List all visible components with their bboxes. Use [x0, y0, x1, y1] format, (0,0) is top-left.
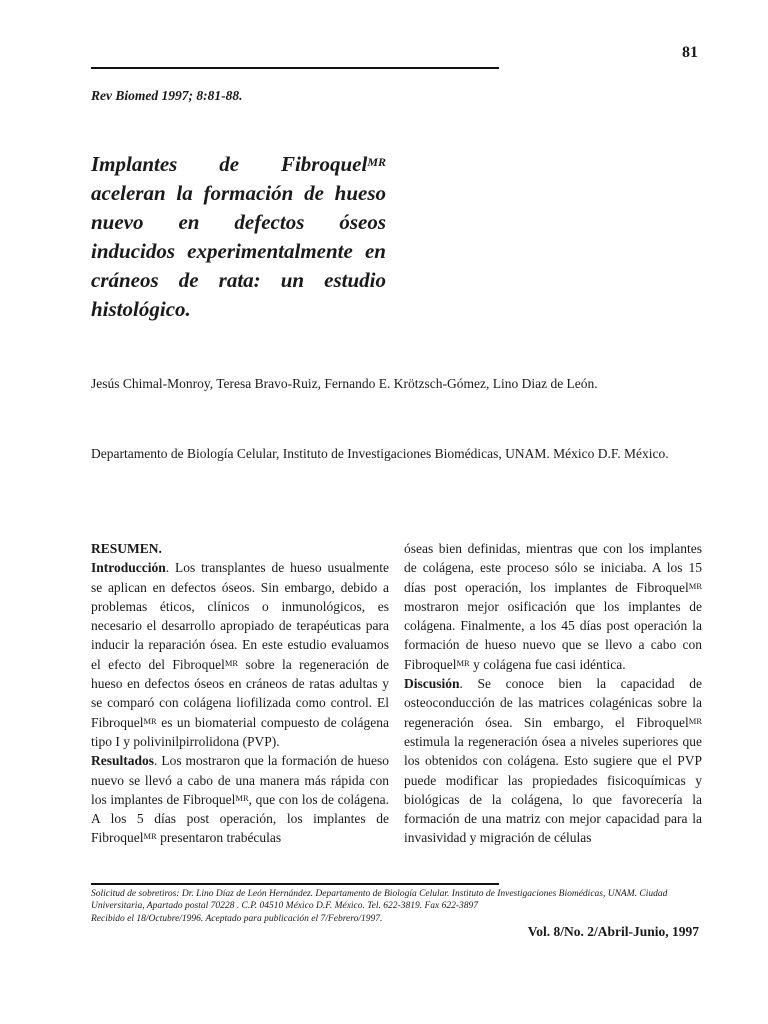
abstract-column-left	[91, 539, 389, 848]
title-part1: Implantes de Fibroquel	[91, 152, 368, 176]
results-label: Resultados	[91, 753, 155, 769]
correspondence-footnote	[91, 888, 703, 925]
affiliation: Departamento de Biología Celular, Instituto de Investigaciones Biomédicas, UNAM. México D.F. México.	[91, 446, 669, 461]
trademark-mark: MR	[456, 657, 470, 668]
trademark-mark: MR	[235, 792, 249, 803]
abstract-discussion: Discusión. Se conoce bien la capacidad de osteoconducción de las matrices colagénicas sobre la regeneración ósea. Sin embargo, el Fibroquel$^{MR}$ estimula la regeneración ósea a niveles superiores que los obtenidos con colágena. Esto sugiere que el PVP puede modificar las propiedades fisicoquímicas y biológicas de la colágena, lo que favorecería la formación de una matriz con mejor capacidad para la invasividad y migración de células	[404, 676, 702, 846]
footnote-correspondence: Solicitud de sobretiros: Dr. Lino Díaz de León Hernández. Departamento de Biología Celular. Instituto de Investigaciones Biomédicas, UNAM. Ciudad Universitaria, Apartado postal 70228 . C.P. 04510 México D.F. México. Tel. 622-3819. Fax 622-3897	[91, 889, 668, 912]
page-number: 81	[682, 44, 698, 61]
trademark-mark: MR	[143, 715, 157, 726]
abstract-introduction: Introducción. Los transplantes de hueso usualmente se aplican en defectos óseos. Sin embargo, debido a problemas éticos, clínicos o inmunológicos, es necesario el desarrollo apropiado de terapéuticas para inducir la reparación ósea. En este estudio evaluamos el efecto del Fibroquel$^{MR}$ sobre la regeneración de hueso en defectos óseos en cráneos de ratas adultas y se comparó con colágena liofilizada como control. El Fibroquel$^{MR}$ es un biomaterial compuesto de colágena tipo I y polivinilpirrolidona (PVP).	[91, 560, 389, 749]
trademark-mark: MR	[688, 580, 702, 591]
footnote-dates: Recibido el 18/Octubre/1996. Aceptado para publicación el 7/Febrero/1997.	[91, 913, 383, 924]
authors: Jesús Chimal-Monroy, Teresa Bravo-Ruiz, Fernando E. Krötzsch-Gómez, Lino Diaz de León.	[91, 376, 598, 391]
trademark-mark: MR	[224, 657, 239, 668]
top-rule	[91, 67, 499, 69]
title-part2: aceleran la formación de hueso nuevo en defectos óseos inducidos experimentalmente en cráneos de rata: un estudio histológico.	[91, 181, 386, 321]
abstract-results-start: Resultados. Los mostraron que la formación de hueso nuevo se llevó a cabo de una manera más rápida con los implantes de Fibroquel$^{MR}$, que con los de colágena. A los 5 días post operación, los implantes de Fibroquel$^{MR}$ presentaron trabéculas	[91, 753, 389, 846]
introduction-label: Introducción	[91, 560, 166, 576]
abstract-results-continued: óseas bien definidas, mientras que con los implantes de colágena, este proceso sólo se iniciaba. A los 15 días post operación, los implantes de Fibroquel$^{MR}$ mostraron mejor osificación que los implantes de colágena. Finalmente, a los 45 días post operación la formación de hueso nuevo que se llevo a cabo con Fibroquel$^{MR}$ y colágena fue casi idéntica.	[404, 541, 702, 672]
trademark-mark: MR	[143, 831, 157, 842]
abstract-heading: RESUMEN.	[91, 541, 162, 556]
article-title	[91, 150, 386, 324]
trademark-mark: MR	[688, 715, 702, 726]
issue-info: Vol. 8/No. 2/Abril-Junio, 1997	[527, 924, 699, 939]
footnote-rule	[91, 883, 499, 885]
abstract-column-right	[404, 539, 702, 848]
discussion-label: Discusión	[404, 676, 460, 692]
journal-citation: Rev Biomed 1997; 8:81-88.	[91, 88, 243, 103]
title-superscript: MR	[367, 155, 386, 169]
